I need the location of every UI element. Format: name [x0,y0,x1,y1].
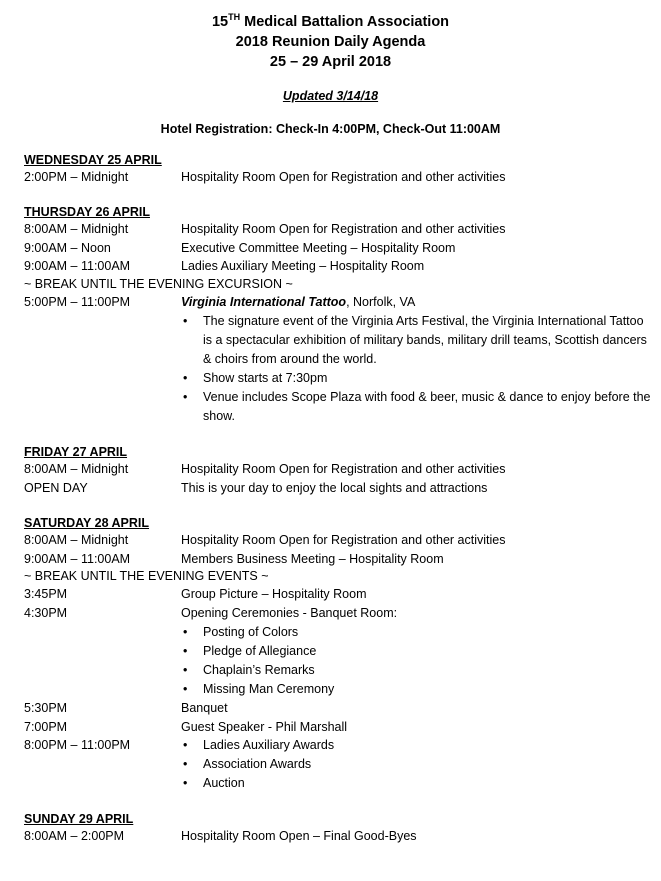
bullet-item: • Posting of Colors [181,623,651,642]
agenda-row [24,827,651,846]
day-heading: WEDNESDAY 25 APRIL [24,152,162,167]
award-bullets [181,736,651,793]
title-line-3: 25 – 29 April 2018 [269,53,392,70]
row-activity: Hospitality Room Open for Registration and other activities [181,533,506,548]
agenda-row [24,550,651,569]
title-line-1 [0,7,661,32]
agenda-row [24,460,651,479]
row-time: 5:00PM – 11:00PM [24,294,131,309]
row-time: 9:00AM – 11:00AM [24,551,131,566]
title-line-2: 2018 Reunion Daily Agenda [235,33,426,50]
break-notice: ~ BREAK UNTIL THE EVENING EVENTS ~ [24,569,269,584]
agenda-row [24,168,651,187]
row-time: 8:00AM – Midnight [24,462,129,477]
bullet-item: • Pledge of Allegiance [181,642,651,661]
agenda-row [24,604,651,700]
row-activity: Hospitality Room Open for Registration and other activities [181,462,506,477]
bullet-item: • The signature event of the Virginia Arts Festival, the Virginia International Tattoo is a spectacular exhibition of military bands, military drill teams, Scottish dancers & choirs from around the world. [181,312,651,369]
row-activity [181,293,651,427]
row-time: 8:00AM – Midnight [24,533,129,548]
row-time: 9:00AM – 11:00AM [24,259,131,274]
day-sunday [24,811,651,846]
row-activity: Banquet [181,701,228,716]
agenda-row [24,220,651,239]
row-time: 5:30PM [24,701,68,716]
bullet-item: • Chaplain’s Remarks [181,661,651,680]
row-time: OPEN DAY [24,480,88,495]
day-friday [24,444,651,497]
day-heading: THURSDAY 26 APRIL [24,205,150,220]
updated-date: Updated 3/14/18 [282,88,379,103]
bullet-item: • Missing Man Ceremony [181,680,651,699]
row-activity: Hospitality Room Open for Registration and other activities [181,222,506,237]
ceremony-title: Opening Ceremonies - Banquet Room: [181,605,398,620]
title-block [0,7,661,72]
event-location: , Norfolk, VA [346,294,416,309]
row-time: 8:00AM – 2:00PM [24,829,125,844]
row-time: 9:00AM – Noon [24,240,111,255]
day-thursday [24,204,651,426]
row-time: 8:00PM – 11:00PM [24,738,131,753]
row-activity: Hospitality Room Open for Registration and other activities [181,169,506,184]
row-activity: Ladies Auxiliary Meeting – Hospitality Room [181,259,425,274]
day-heading: SATURDAY 28 APRIL [24,516,150,531]
agenda-row [24,585,651,604]
row-activity: Executive Committee Meeting – Hospitality Room [181,240,456,255]
agenda-days [0,152,661,846]
row-activity: Hospitality Room Open – Final Good-Byes [181,829,417,844]
agenda-row [24,531,651,550]
bullet-item: • Association Awards [181,755,651,774]
bullet-item: • Show starts at 7:30pm [181,369,651,388]
agenda-row [24,736,651,793]
row-activity: Guest Speaker - Phil Marshall [181,719,348,734]
row-activity [181,736,651,793]
agenda-row [24,699,651,718]
agenda-row [24,257,651,276]
row-activity [181,604,651,700]
agenda-row [24,479,651,498]
day-saturday [24,515,651,793]
day-heading: FRIDAY 27 APRIL [24,445,128,460]
break-notice: ~ BREAK UNTIL THE EVENING EXCURSION ~ [24,276,293,291]
row-activity: This is your day to enjoy the local sights and attractions [181,480,488,495]
row-time: 2:00PM – Midnight [24,169,129,184]
day-heading: SUNDAY 29 APRIL [24,812,134,827]
row-time: 4:30PM [24,605,68,620]
row-time: 8:00AM – Midnight [24,222,129,237]
event-name: Virginia International Tattoo [181,294,347,309]
bullet-item: • Ladies Auxiliary Awards [181,736,651,755]
ceremony-bullets [181,623,651,699]
agenda-row [24,293,651,427]
title-org-name: Medical Battalion Association [240,13,450,30]
bullet-item: • Auction [181,774,651,793]
row-time: 7:00PM [24,719,68,734]
hotel-registration: Hotel Registration: Check-In 4:00PM, Check-Out 11:00AM [160,121,501,136]
title-number: 15 [211,13,229,30]
title-superscript: TH [228,12,241,22]
agenda-row [24,718,651,737]
row-activity: Members Business Meeting – Hospitality Room [181,551,444,566]
bullet-item: • Venue includes Scope Plaza with food & beer, music & dance to enjoy before the show. [181,388,651,426]
row-activity: Group Picture – Hospitality Room [181,587,367,602]
row-time: 3:45PM [24,587,68,602]
event-bullets [181,312,651,426]
day-wednesday [24,152,651,187]
agenda-row [24,239,651,258]
